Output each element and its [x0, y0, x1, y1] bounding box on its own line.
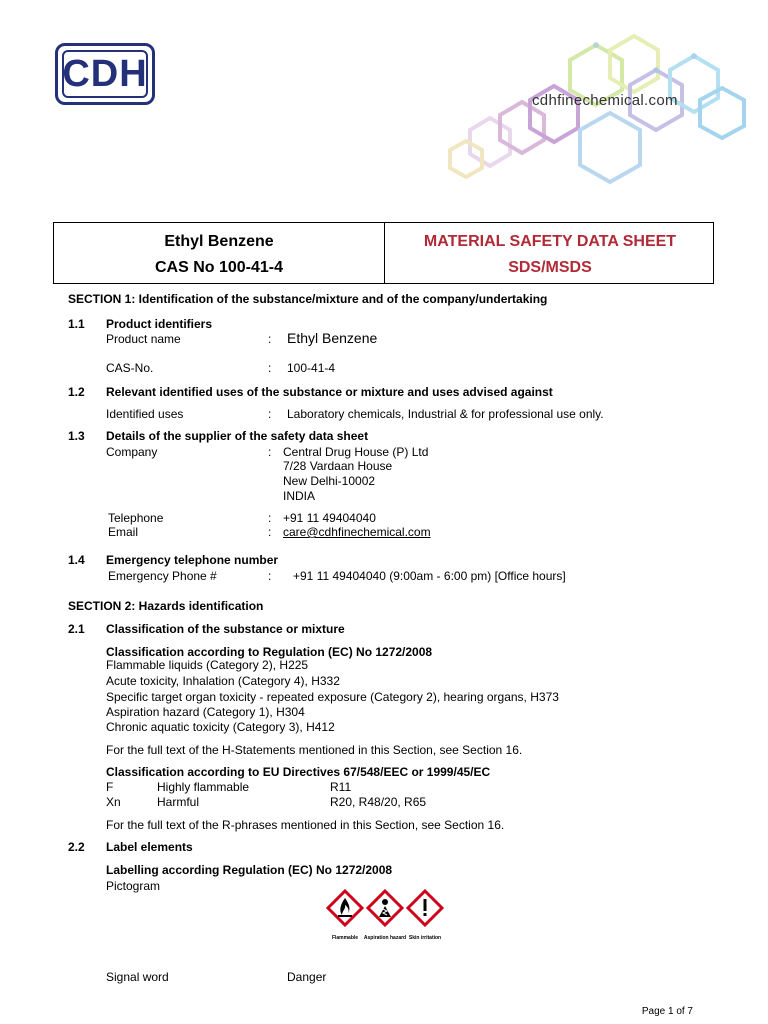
labelling-title: Labelling according Regulation (EC) No 1272/2008	[106, 863, 393, 877]
cas-value: 100-41-4	[287, 361, 336, 375]
cas-label: CAS-No.	[106, 361, 154, 375]
eu-desc: Highly flammable	[157, 780, 250, 794]
emergency-phone-label: Emergency Phone #	[108, 569, 217, 583]
flammable-pictogram-icon	[328, 891, 362, 925]
ghs-pictograms	[325, 888, 449, 944]
reg-line: Aspiration hazard (Category 1), H304	[106, 705, 305, 719]
section1-title: SECTION 1: Identification of the substance/mixture and of the company/undertaking	[68, 292, 548, 306]
company-line: New Delhi-10002	[283, 474, 376, 488]
reg-line: Specific target organ toxicity - repeated exposure (Category 2), hearing organs, H373	[106, 690, 559, 704]
s1-3-num: 1.3	[68, 429, 85, 443]
exclamation-pictogram-icon	[408, 891, 442, 925]
product-name-value: Ethyl Benzene	[287, 330, 378, 346]
website-text: cdhfinechemical.com	[532, 92, 678, 109]
eu-phrases: R20, R48/20, R65	[330, 795, 427, 809]
eu-phrases: R11	[330, 780, 352, 794]
header-product-name: Ethyl Benzene	[164, 233, 274, 250]
email-label: Email	[108, 525, 139, 539]
s2-1-num: 2.1	[68, 622, 85, 636]
eu-code: F	[106, 780, 114, 794]
eu-code: Xn	[106, 795, 121, 809]
eu-title: Classification according to EU Directives 67/548/EEC or 1999/45/EC	[106, 765, 491, 779]
product-name-label: Product name	[106, 332, 181, 346]
email-link[interactable]: care@cdhfinechemical.com	[283, 525, 431, 539]
header-doc-title: MATERIAL SAFETY DATA SHEET	[423, 233, 677, 250]
cdh-logo-inner	[62, 50, 148, 98]
company-line: 7/28 Vardaan House	[283, 459, 393, 473]
section2-title: SECTION 2: Hazards identification	[68, 599, 264, 613]
uses-label: Identified uses	[106, 407, 184, 421]
r-phrases-note: For the full text of the R-phrases mentioned in this Section, see Section 16.	[106, 818, 505, 832]
pictogram-caption: Skin irritation	[408, 935, 442, 941]
company-line: INDIA	[283, 489, 316, 503]
reg-title: Classification according to Regulation (EC) No 1272/2008	[106, 645, 433, 659]
colon: :	[268, 525, 272, 539]
s1-3-title: Details of the supplier of the safety data sheet	[106, 429, 369, 443]
s1-4-title: Emergency telephone number	[106, 553, 279, 567]
s2-2-num: 2.2	[68, 840, 85, 854]
reg-line: Flammable liquids (Category 2), H225	[106, 658, 309, 672]
logo-text: CDH	[62, 52, 148, 95]
header-box	[53, 222, 714, 284]
telephone-label: Telephone	[108, 511, 164, 525]
molecule-hexagon-art	[430, 20, 760, 220]
cdh-logo	[55, 43, 155, 105]
reg-line: Chronic aquatic toxicity (Category 3), H412	[106, 720, 335, 734]
s1-1-num: 1.1	[68, 317, 85, 331]
colon: :	[268, 407, 272, 421]
signal-word-value: Danger	[287, 970, 327, 984]
emergency-phone-value: +91 11 49404040 (9:00am - 6:00 pm) [Office hours]	[293, 569, 566, 583]
header-doc-subtitle: SDS/MSDS	[508, 259, 592, 276]
pictogram-label: Pictogram	[106, 879, 161, 893]
uses-value: Laboratory chemicals, Industrial & for professional use only.	[287, 407, 604, 421]
company-line: Central Drug House (P) Ltd	[283, 445, 429, 459]
h-statements-note: For the full text of the H-Statements mentioned in this Section, see Section 16.	[106, 743, 523, 757]
health-hazard-pictogram-icon	[368, 891, 402, 925]
company-label: Company	[106, 445, 158, 459]
colon: :	[268, 511, 272, 525]
colon: :	[268, 445, 272, 459]
s1-1-title: Product identifiers	[106, 317, 213, 331]
colon: :	[268, 569, 272, 583]
reg-line: Acute toxicity, Inhalation (Category 4), H332	[106, 674, 340, 688]
pictogram-caption: Aspiration hazard	[363, 935, 407, 941]
pictogram-caption: Flammable	[331, 935, 359, 941]
signal-word-label: Signal word	[106, 970, 169, 984]
s2-1-title: Classification of the substance or mixture	[106, 622, 345, 636]
eu-desc: Harmful	[157, 795, 200, 809]
s2-2-title: Label elements	[106, 840, 193, 854]
colon: :	[268, 332, 272, 346]
colon: :	[268, 361, 272, 375]
s1-2-num: 1.2	[68, 385, 85, 399]
s1-4-num: 1.4	[68, 553, 85, 567]
telephone-value: +91 11 49404040	[283, 511, 376, 525]
header-cas: CAS No 100-41-4	[154, 259, 284, 276]
s1-2-title: Relevant identified uses of the substance or mixture and uses advised against	[106, 385, 553, 399]
page-number: Page 1 of 7	[641, 1006, 693, 1017]
